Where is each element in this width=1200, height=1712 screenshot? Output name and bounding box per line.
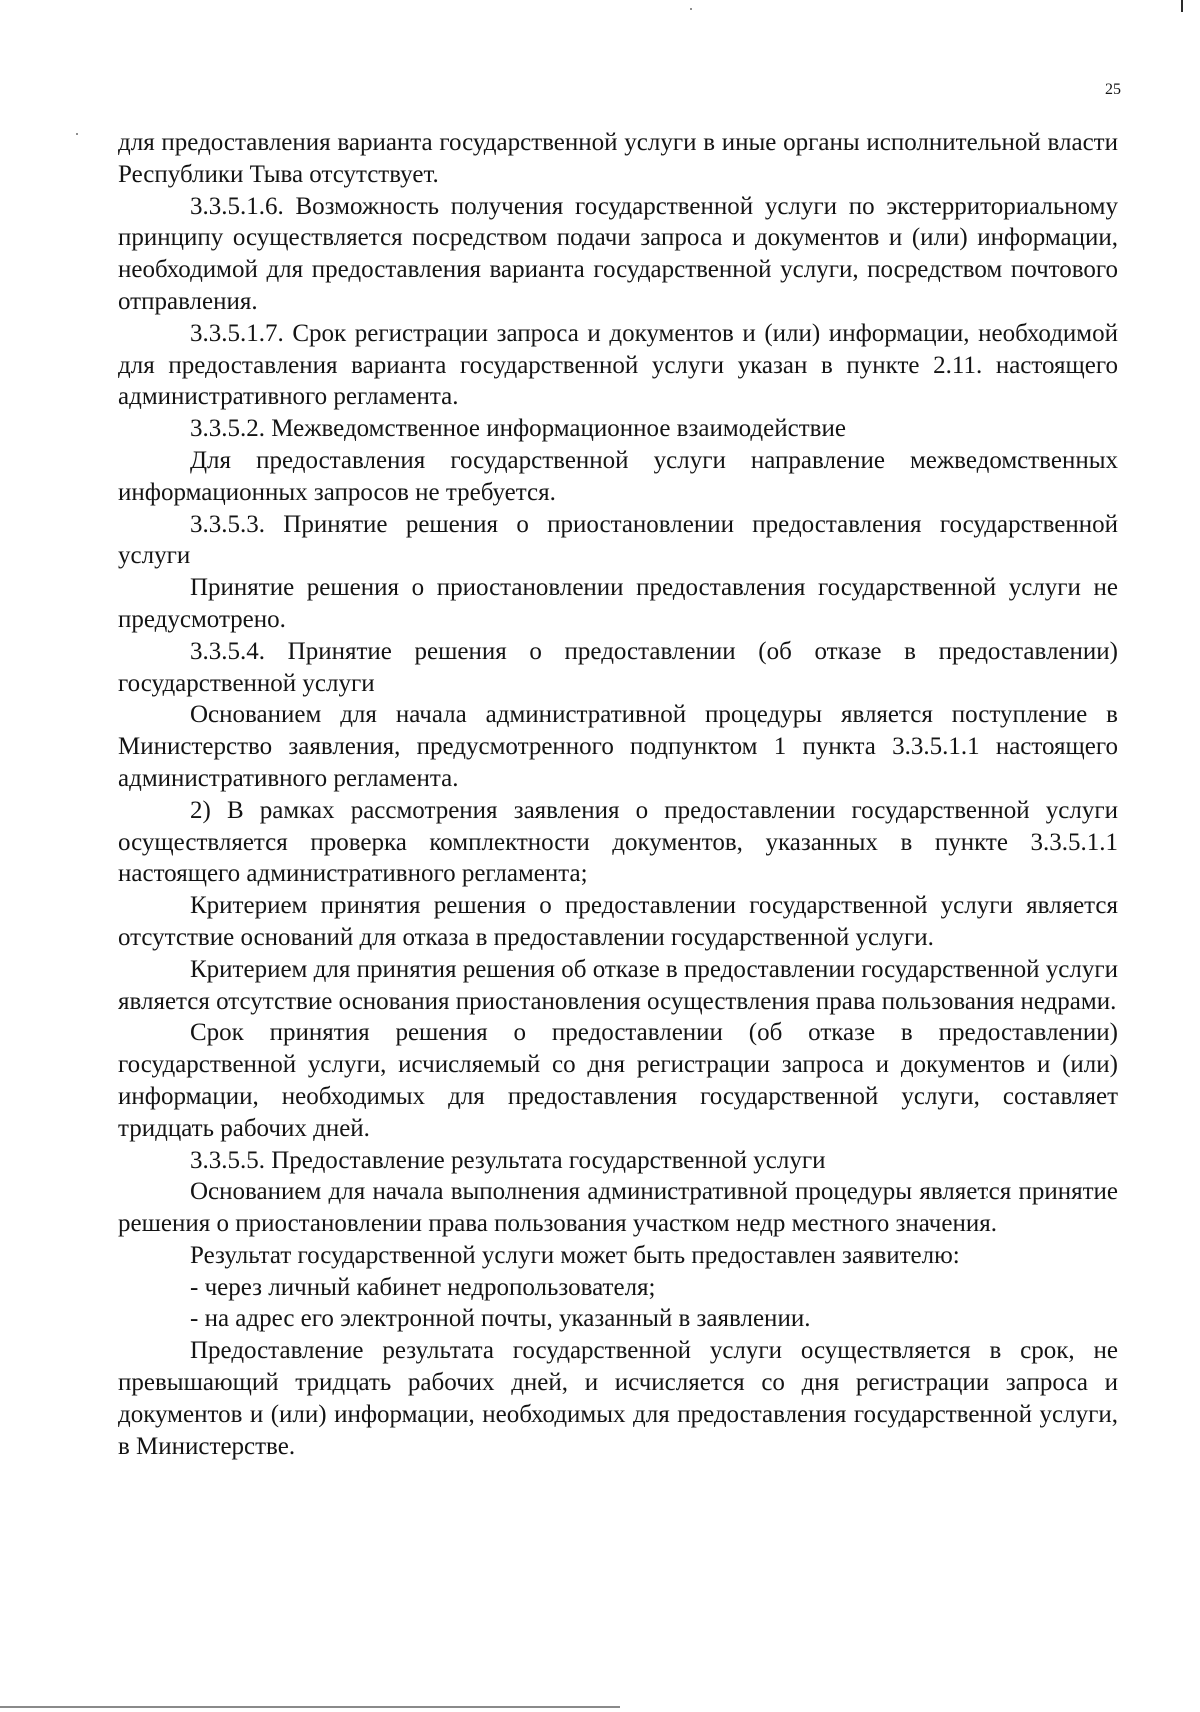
page-number: 25 — [1105, 81, 1121, 98]
paragraph: Основанием для начала выполнения административной процедуры является принятие решения о приостановлении права пользования участком недр местного значения. — [118, 1178, 1118, 1238]
section-heading: 3.3.5.5. Предоставление результата государственной услуги — [190, 1146, 826, 1174]
section-heading: 3.3.5.3. Принятие решения о приостановлении предоставления государственной услуги — [118, 510, 1118, 570]
document-body — [118, 127, 1118, 1462]
paragraph: Срок принятия решения о предоставлении (об отказе в предоставлении) государственной услуги, исчисляемый со дня регистрации запроса и документов и (или) информации, необходимых для предоставления государственной услуги, составляет тридцать рабочих дней. — [118, 1019, 1118, 1142]
section-heading: 3.3.5.4. Принятие решения о предоставлении (об отказе в предоставлении) государственной услуги — [118, 637, 1118, 697]
paragraph: Критерием принятия решения о предоставлении государственной услуги является отсутствие оснований для отказа в предоставлении государственной услуги. — [118, 892, 1118, 951]
scan-speck — [76, 133, 78, 135]
paragraph: Критерием для принятия решения об отказе в предоставлении государственной услуги является отсутствие основания приостановления осуществления права пользования недрами. — [118, 955, 1118, 1015]
paragraph: Для предоставления государственной услуги направление межведомственных информационных запросов не требуется. — [118, 446, 1118, 506]
section-heading: 3.3.5.2. Межведомственное информационное взаимодействие — [190, 415, 846, 443]
paragraph: 3.3.5.1.7. Срок регистрации запроса и документов и (или) информации, необходимой для предоставления варианта государственной услуги указан в пункте 2.11. настоящего административного регламента. — [118, 319, 1118, 411]
paragraph: 2) В рамках рассмотрения заявления о предоставлении государственной услуги осуществляется проверка комплектности документов, указанных в пункте 3.3.5.1.1 настоящего административного регламента; — [118, 796, 1118, 888]
paragraph: Результат государственной услуги может быть предоставлен заявителю: — [190, 1241, 960, 1269]
scan-edge-mark — [1181, 0, 1183, 12]
list-item: - на адрес его электронной почты, указанный в заявлении. — [190, 1305, 811, 1333]
paragraph: Принятие решения о приостановлении предоставления государственной услуги не предусмотрено. — [118, 574, 1118, 633]
paragraph: для предоставления варианта государственной услуги в иные органы исполнительной власти Республики Тыва отсутствует. — [118, 129, 1118, 188]
scan-speck — [690, 8, 692, 10]
scan-bottom-edge — [0, 1706, 620, 1708]
paragraph: Основанием для начала административной процедуры является поступление в Министерство заявления, предусмотренного подпунктом 1 пункта 3.3.5.1.1 настоящего административного регламента. — [118, 701, 1118, 792]
paragraph: Предоставление результата государственной услуги осуществляется в срок, не превышающий тридцать рабочих дней, и исчисляется со дня регистрации запроса и документов и (или) информации, необходимых для предоставления государственной услуги, в Министерстве. — [118, 1337, 1118, 1460]
list-item: - через личный кабинет недропользователя; — [190, 1273, 656, 1301]
paragraph: 3.3.5.1.6. Возможность получения государственной услуги по экстерриториальному принципу осуществляется посредством подачи запроса и документов и (или) информации, необходимой для предоставления варианта государственной услуги, посредством почтового отправления. — [118, 192, 1118, 315]
